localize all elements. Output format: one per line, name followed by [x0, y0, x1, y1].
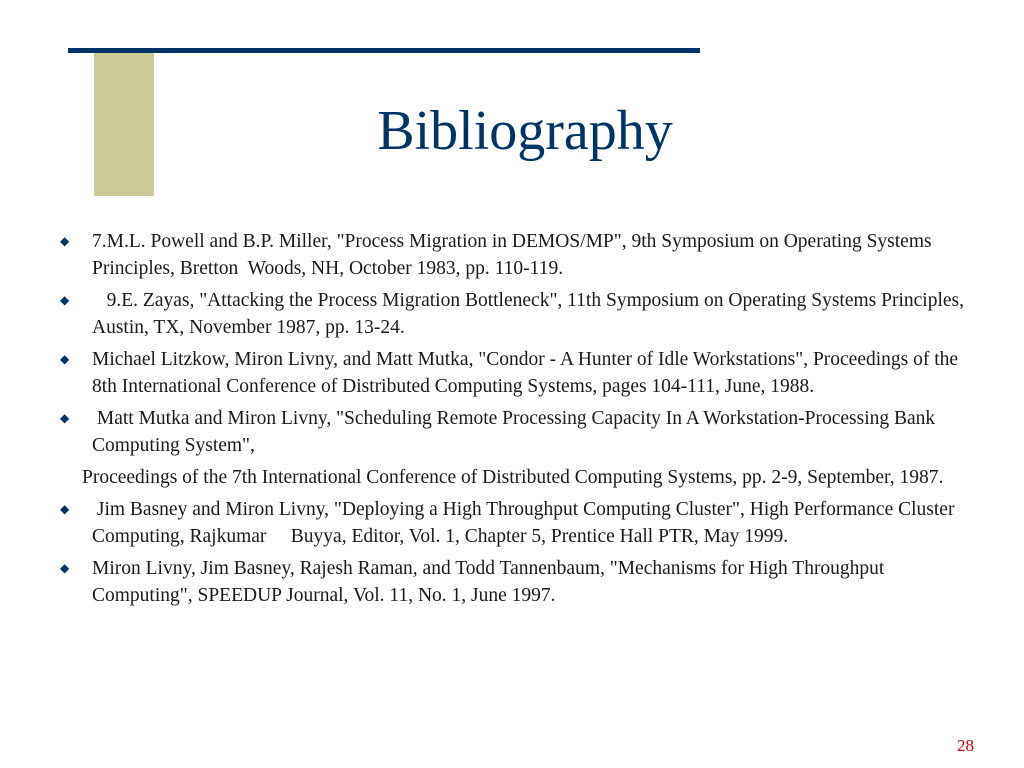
diamond-bullet-icon: ◆ [60, 234, 70, 248]
decorative-bar [94, 48, 154, 196]
diamond-bullet-icon: ◆ [60, 411, 70, 425]
slide-title: Bibliography [377, 100, 673, 162]
bibliography-entry-text: 9.E. Zayas, "Attacking the Process Migration Bottleneck", 11th Symposium on Operating Systems Principles, Austin, TX, November 1987, pp. 13-24. [92, 290, 968, 338]
page-number: 28 [957, 736, 974, 755]
bibliography-entry [60, 346, 980, 400]
bibliography-entry [60, 228, 980, 282]
bibliography-entry-continuation [60, 464, 980, 491]
bibliography-entry-text: Proceedings of the 7th International Conference of Distributed Computing Systems, pp. 2-9, September, 1987. [82, 467, 944, 488]
bibliography-entry [60, 405, 980, 459]
bibliography-entry [60, 555, 980, 609]
diamond-bullet-icon: ◆ [60, 502, 70, 516]
diamond-bullet-icon: ◆ [60, 293, 70, 307]
decorative-line [68, 48, 700, 53]
bibliography-entry [60, 496, 980, 550]
bibliography-entry-text: Michael Litzkow, Miron Livny, and Matt Mutka, "Condor - A Hunter of Idle Workstations", Proceedings of the 8th International Conference of Distributed Computing Systems, pages 104-111, June, 1988. [92, 349, 959, 397]
bibliography-entry-text: 7.M.L. Powell and B.P. Miller, "Process Migration in DEMOS/MP", 9th Symposium on Operating Systems Principles, Bretton Woods, NH, October 1983, pp. 110-119. [92, 231, 937, 279]
bibliography-entry-text: Miron Livny, Jim Basney, Rajesh Raman, and Todd Tannenbaum, "Mechanisms for High Throughput Computing", SPEEDUP Journal, Vol. 11, No. 1, June 1997. [92, 558, 885, 606]
bibliography-entry-text: Matt Mutka and Miron Livny, "Scheduling Remote Processing Capacity In A Workstation-Processing Bank Computing System", [92, 408, 941, 456]
diamond-bullet-icon: ◆ [60, 352, 70, 366]
bibliography-list [60, 228, 980, 614]
bibliography-entry [60, 287, 980, 341]
bibliography-entry-text: Jim Basney and Miron Livny, "Deploying a High Throughput Computing Cluster", High Performance Cluster Computing, Rajkumar Buyya, Editor, Vol. 1, Chapter 5, Prentice Hall PTR, May 1999. [92, 499, 960, 547]
diamond-bullet-icon: ◆ [60, 561, 70, 575]
